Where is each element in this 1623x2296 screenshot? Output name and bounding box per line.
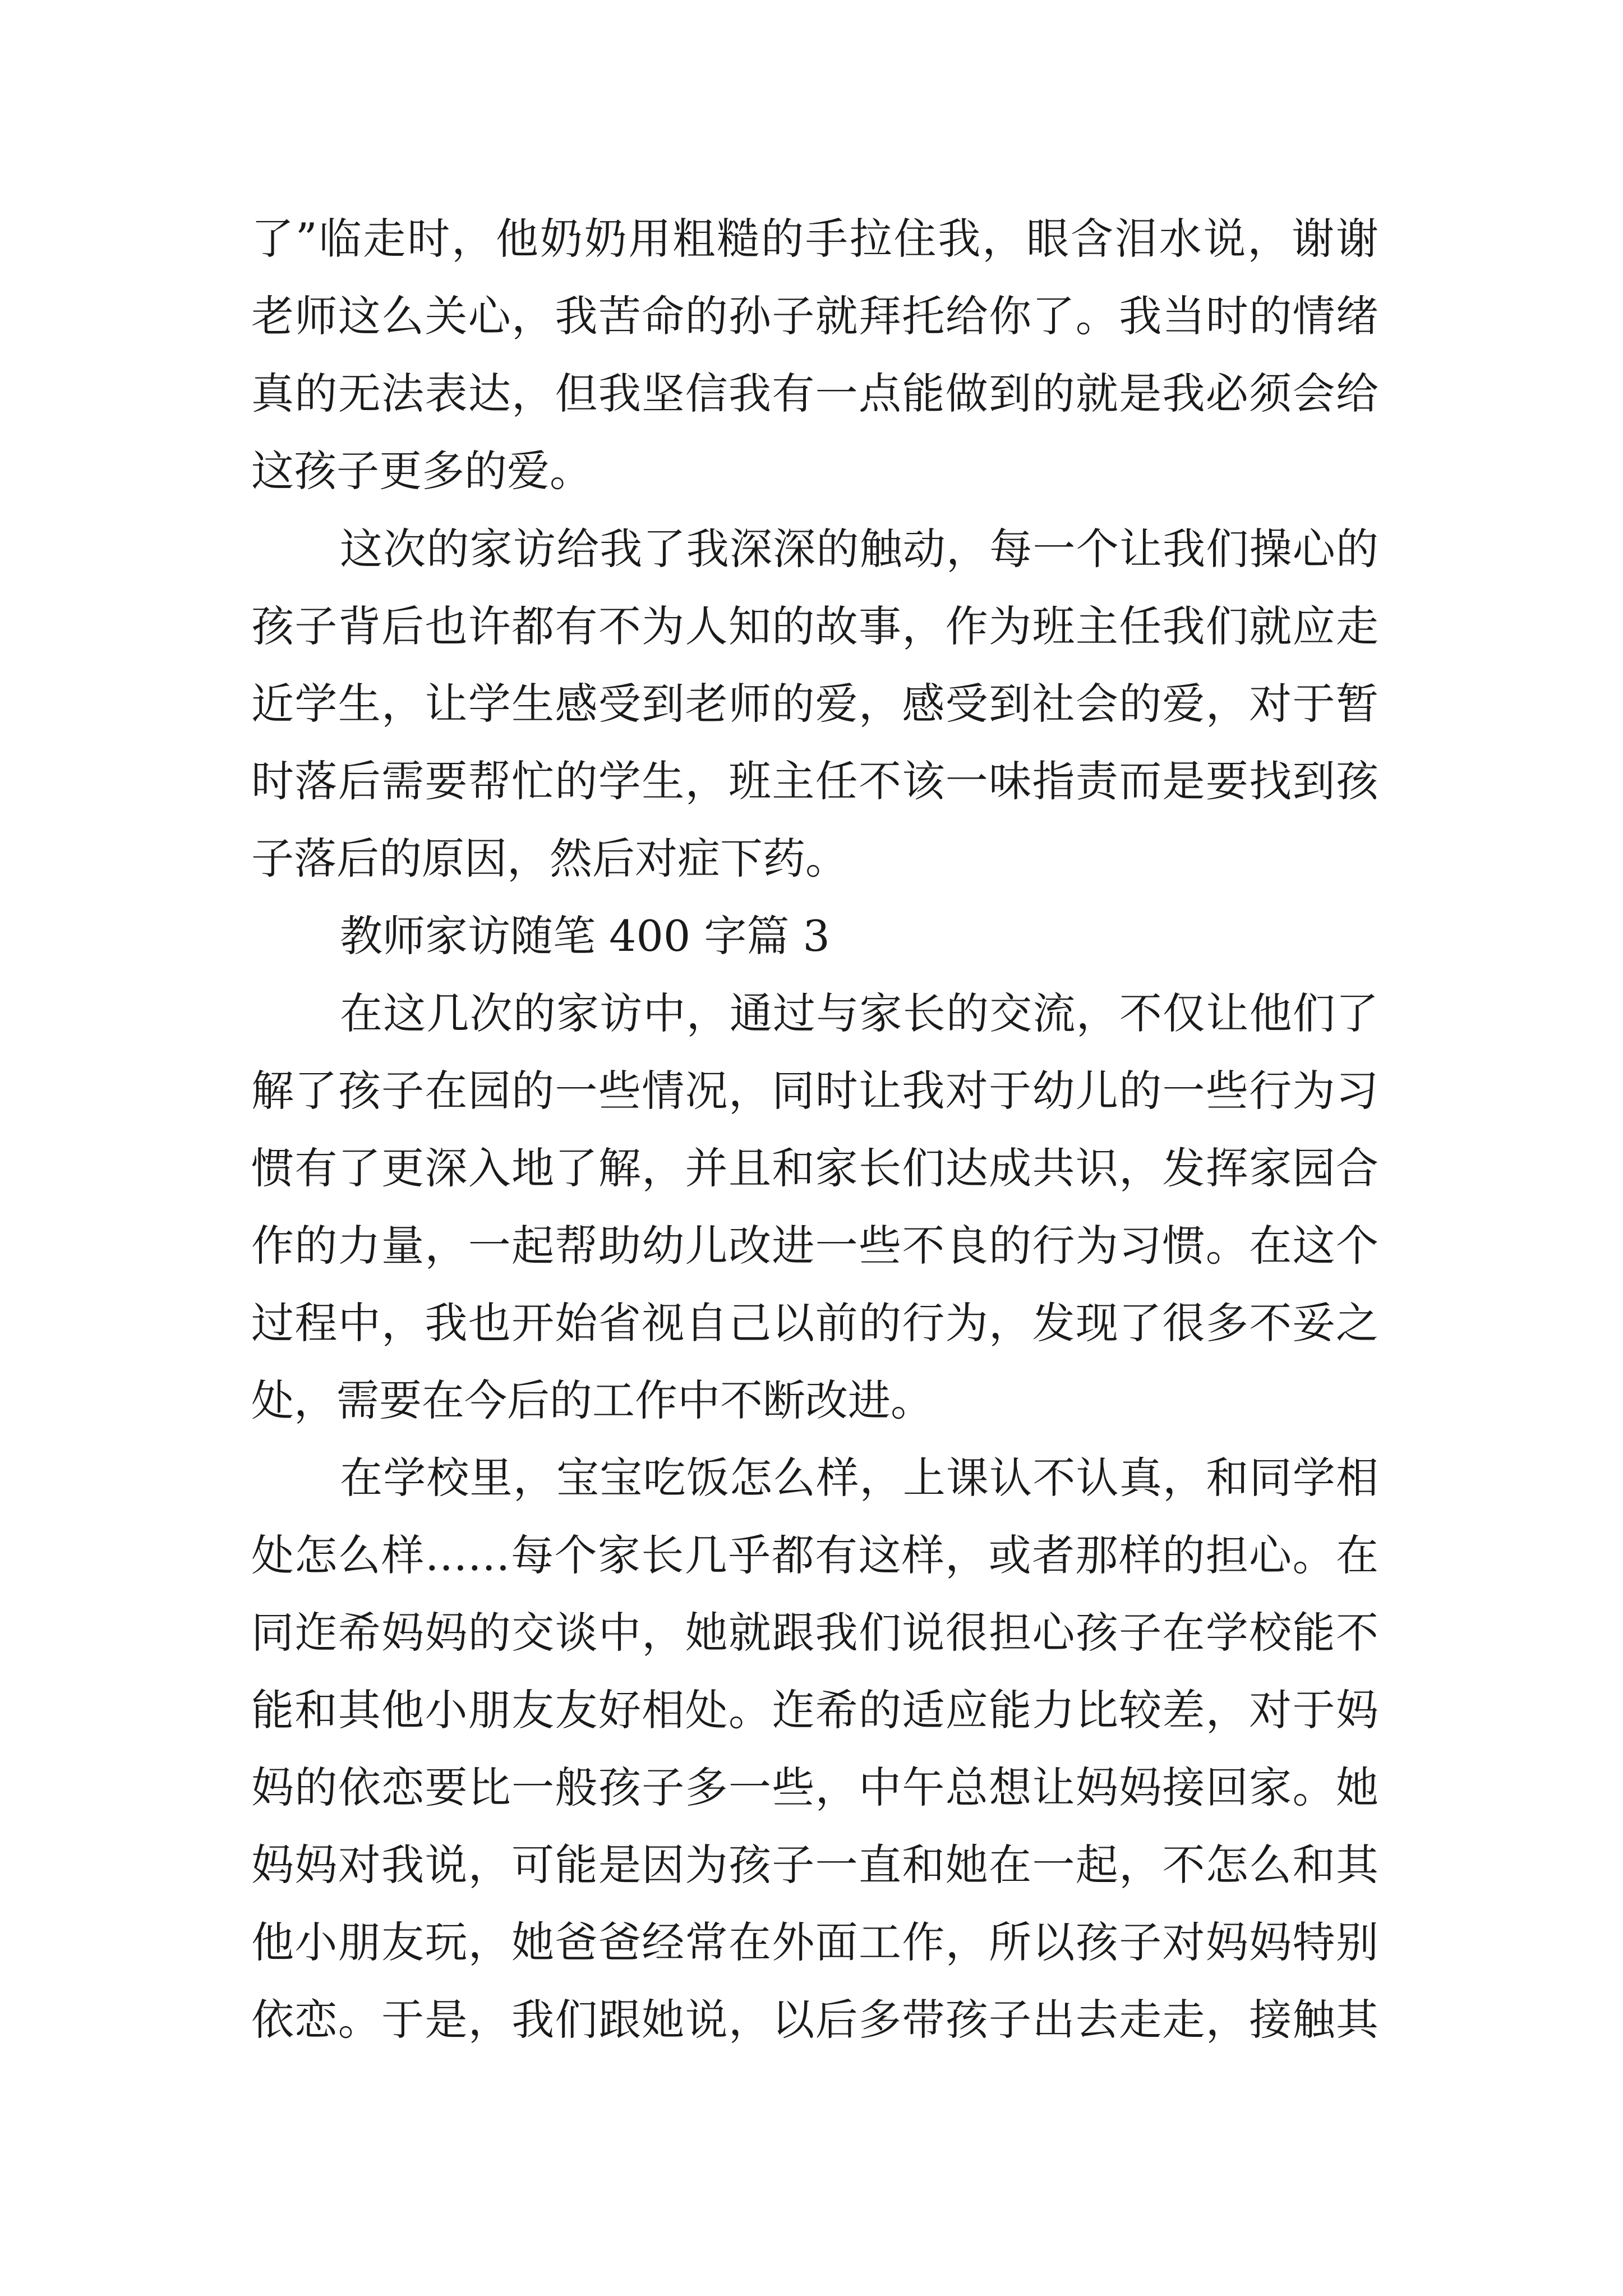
text-line: 在学校里，宝宝吃饭怎么样，上课认不认真，和同学相 xyxy=(340,1453,1378,1503)
text-line: 同迮希妈妈的交谈中，她就跟我们说很担心孩子在学校能不 xyxy=(251,1608,1378,1658)
text-line: 了”临走时，他奶奶用粗糙的手拉住我，眼含泪水说，谢谢 xyxy=(251,214,1378,264)
text-line: 这孩子更多的爱。 xyxy=(251,446,592,496)
text-line: 妈的依恋要比一般孩子多一些，中午总想让妈妈接回家。她 xyxy=(251,1763,1378,1812)
text-line: 处，需要在今后的工作中不断改进。 xyxy=(251,1375,933,1425)
section-heading: 教师家访随笔 400 字篇 3 xyxy=(340,911,830,961)
text-line: 处怎么样……每个家长几乎都有这样，或者那样的担心。在 xyxy=(251,1530,1378,1580)
text-line: 能和其他小朋友友好相处。迮希的适应能力比较差，对于妈 xyxy=(251,1685,1378,1735)
text-line: 孩子背后也许都有不为人知的故事，作为班主任我们就应走 xyxy=(251,601,1378,651)
text-line: 他小朋友玩，她爸爸经常在外面工作，所以孩子对妈妈特别 xyxy=(251,1917,1378,1967)
text-line: 在这几次的家访中，通过与家长的交流，不仅让他们了 xyxy=(340,988,1378,1038)
text-line: 近学生，让学生感受到老师的爱，感受到社会的爱，对于暂 xyxy=(251,679,1378,729)
text-line: 时落后需要帮忙的学生，班主任不该一味指责而是要找到孩 xyxy=(251,756,1378,806)
text-line: 子落后的原因，然后对症下药。 xyxy=(251,834,848,884)
text-line: 解了孩子在园的一些情况，同时让我对于幼儿的一些行为习 xyxy=(251,1066,1378,1116)
text-line: 作的力量，一起帮助幼儿改进一些不良的行为习惯。在这个 xyxy=(251,1221,1378,1271)
text-line: 老师这么关心，我苦命的孙子就拜托给你了。我当时的情绪 xyxy=(251,291,1378,341)
text-line: 惯有了更深入地了解，并且和家长们达成共识，发挥家园合 xyxy=(251,1143,1378,1193)
text-line: 依恋。于是，我们跟她说，以后多带孩子出去走走，接触其 xyxy=(251,1995,1378,2045)
text-line: 真的无法表达，但我坚信我有一点能做到的就是我必须会给 xyxy=(251,369,1378,418)
text-line: 妈妈对我说，可能是因为孩子一直和她在一起，不怎么和其 xyxy=(251,1840,1378,1890)
text-line: 这次的家访给我了我深深的触动，每一个让我们操心的 xyxy=(340,524,1378,574)
text-line: 过程中，我也开始省视自己以前的行为，发现了很多不妥之 xyxy=(251,1298,1378,1348)
